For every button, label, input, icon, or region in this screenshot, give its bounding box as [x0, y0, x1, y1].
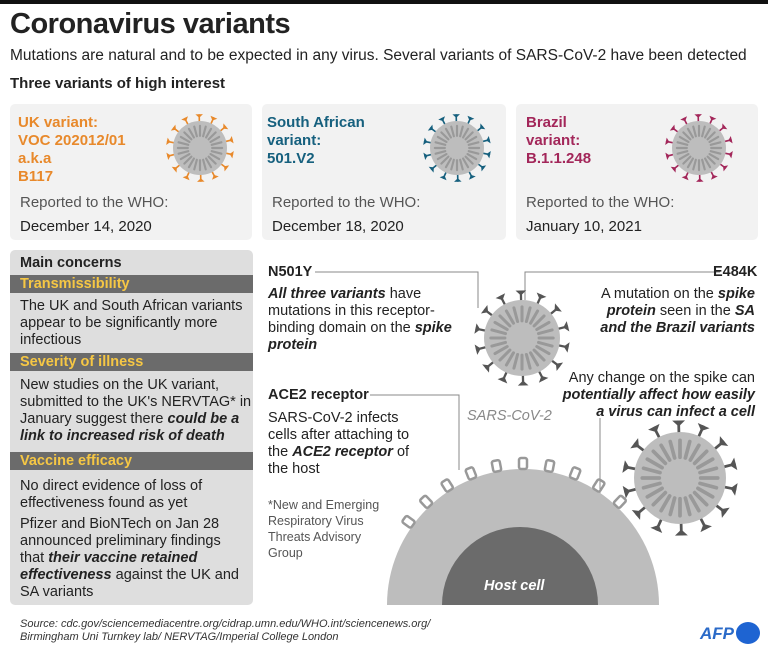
reported-label: Reported to the WHO: — [272, 194, 421, 211]
spike-head — [650, 525, 662, 533]
vaccine-text-1: No direct evidence of loss of effectiveness found as yet — [20, 478, 203, 511]
ace2-receptor — [613, 495, 626, 508]
heading-vaccine: Vaccine efficacy — [10, 452, 253, 470]
n501y-text: All three variants have mutations in this receptor-binding domain on the spike protein — [268, 286, 452, 353]
variant-name: Brazil variant: B.1.1.248 — [526, 114, 592, 167]
reported-date: January 10, 2021 — [526, 218, 642, 235]
spike-head — [496, 293, 505, 300]
reported-date: December 14, 2020 — [20, 218, 152, 235]
reported-label: Reported to the WHO: — [20, 194, 169, 211]
afp-logo-dot — [736, 622, 760, 644]
ace2-receptor — [545, 460, 555, 472]
spike-head — [482, 364, 489, 372]
vaccine-text-2: Pfizer and BioNTech on Jan 28 announced preliminary findings that their vaccine retained effectiveness against the UK and SA variants — [20, 516, 239, 600]
spike-head — [719, 436, 728, 446]
n501y-title: N501Y — [268, 264, 313, 280]
spike-head — [563, 321, 569, 331]
afp-logo: AFP — [700, 624, 734, 643]
spike-head — [648, 424, 659, 432]
reported-date: December 18, 2020 — [272, 218, 404, 235]
ace2-text: SARS-CoV-2 infects cells after attaching to the ACE2 receptor of the host — [268, 410, 410, 477]
spike-head — [622, 460, 629, 473]
spike-head — [539, 376, 548, 383]
variant-name: UK variant: VOC 202012/01 a.k.a B117 — [18, 114, 126, 185]
ace2-receptor — [402, 515, 416, 528]
spike-head — [730, 458, 737, 470]
spike-head — [518, 381, 529, 386]
spike-head — [475, 345, 481, 355]
spike-head — [537, 293, 547, 300]
reported-label: Reported to the WHO: — [526, 194, 675, 211]
spike-head — [721, 508, 730, 518]
host-cell-label: Host cell — [484, 578, 545, 594]
source-note: Source: cdc.gov/sciencemediacentre.org/cidrap.umn.edu/WHO.int/sciencenews.org/ Birmingham Uni Turnkey lab/ NERVTAG/Imperial College London — [20, 618, 431, 643]
ace2-receptor — [569, 467, 580, 480]
ace2-title: ACE2 receptor — [268, 387, 369, 403]
e484k-text: A mutation on the spike protein seen in the SA and the Brazil variants — [600, 286, 755, 336]
spike-head — [474, 323, 480, 333]
transmissibility-text: The UK and South African variants appear to be significantly more infectious — [20, 298, 243, 348]
virus-label: SARS-CoV-2 — [467, 408, 552, 424]
variant-name: South African variant: 501.V2 — [267, 114, 365, 167]
page-title: Coronavirus variants — [10, 8, 291, 40]
spike-head — [675, 530, 688, 536]
spike-head — [498, 377, 508, 384]
virus-core — [662, 460, 699, 497]
ace2-receptor — [492, 460, 502, 472]
ace2-receptor — [592, 479, 605, 493]
subtitle: Mutations are natural and to be expected in any virus. Several variants of SARS-CoV-2 have been detected — [10, 47, 747, 64]
ace2-receptor — [441, 479, 454, 493]
spike-head — [700, 524, 711, 532]
spike-head — [672, 420, 685, 426]
heading-transmissibility: Transmissibility — [10, 275, 253, 293]
spike-head — [630, 438, 639, 448]
severity-text: New studies on the UK variant, submitted to the UK's NERVTAG* in January suggest there could be a link to increased risk of death — [20, 377, 252, 444]
heading-severity: Severity of illness — [10, 353, 253, 371]
spike-head — [632, 510, 641, 520]
ace2-receptor — [519, 458, 527, 469]
sars-cov-2-virus — [474, 290, 569, 385]
change-text: Any change on the spike can potentially affect how easily a virus can infect a cell — [562, 370, 755, 420]
spike-head — [564, 342, 570, 352]
section-heading: Three variants of high interest — [10, 75, 226, 92]
spike-head — [730, 483, 737, 496]
virus-attaching — [622, 420, 737, 535]
virus-core — [507, 323, 537, 353]
panel-title: Main concerns — [20, 255, 122, 271]
ace2-receptor — [465, 467, 476, 480]
spike-head — [555, 303, 562, 311]
e484k-title: E484K — [713, 264, 758, 280]
spike-head — [481, 305, 488, 313]
ace2-receptor — [419, 495, 432, 508]
footnote: *New and Emerging Respiratory Virus Threats Advisory Group — [268, 498, 380, 560]
spike-head — [698, 423, 710, 431]
